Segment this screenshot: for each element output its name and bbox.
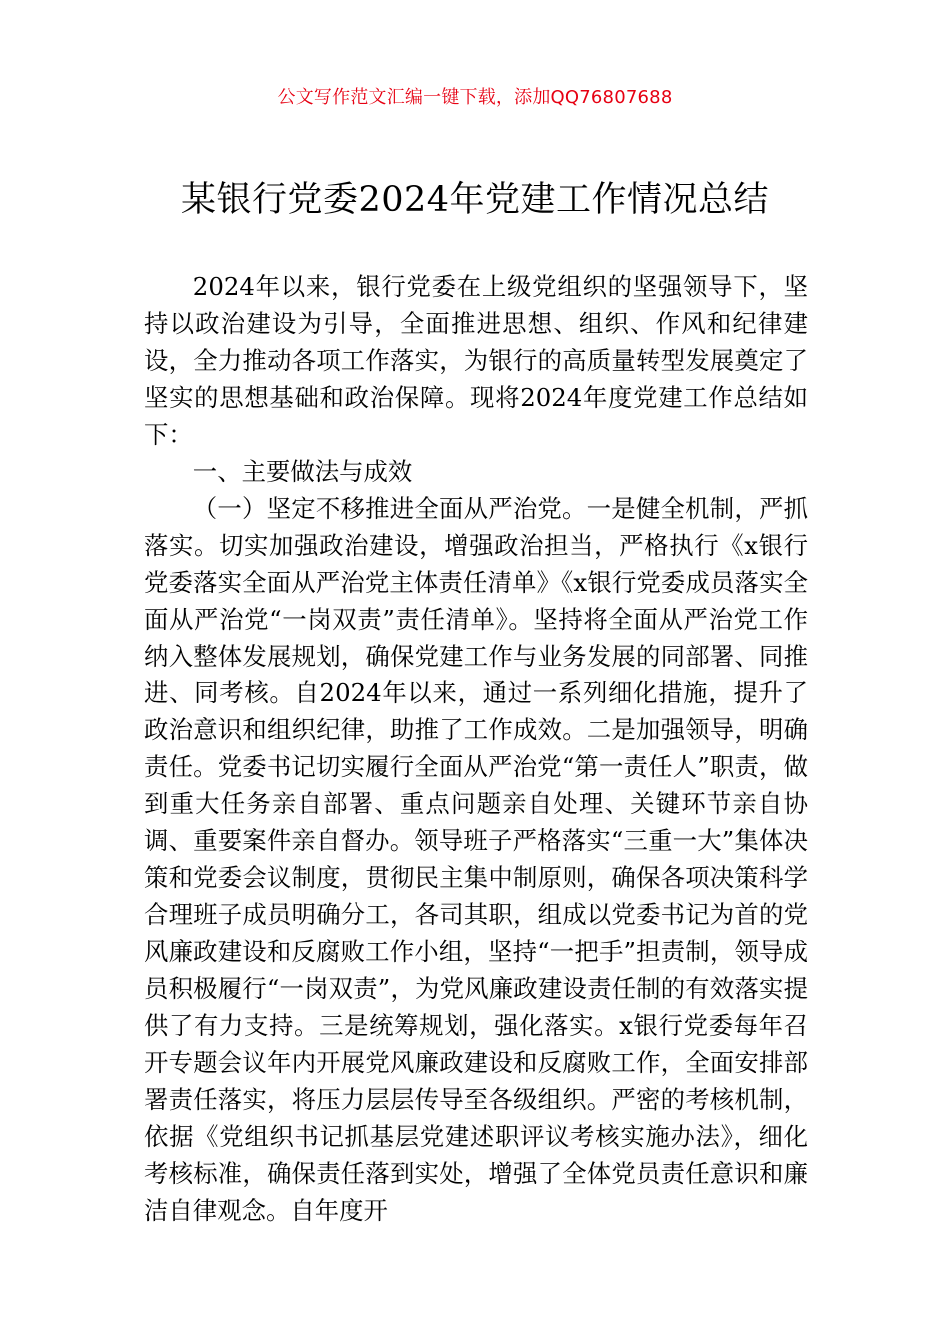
section-heading: 一、主要做法与成效 [192,456,413,486]
intro-paragraph: 2024年以来，银行党委在上级党组织的坚强领导下，坚持以政治建设为引导，全面推进思想、组织、作风和纪律建设，全力推动各项工作落实，为银行的高质量转型发展奠定了坚实的思想基础和政治保障。现将2024年度党建工作总结如下： [144,272,808,449]
header-banner: 公文写作范文汇编一键下载，添加QQ76807688 [277,87,673,108]
document-body [144,269,808,1230]
body-paragraph: （一）坚定不移推进全面从严治党。一是健全机制，严抓落实。切实加强政治建设，增强政治担当，严格执行《x银行党委落实全面从严治党主体责任清单》《x银行党委成员落实全面从严治党“一岗双责”责任清单》。坚持将全面从严治党工作纳入整体发展规划，确保党建工作与业务发展的同部署、同推进、同考核。自2024年以来，通过一系列细化措施，提升了政治意识和组织纪律，助推了工作成效。二是加强领导，明确责任。党委书记切实履行全面从严治党“第一责任人”职责，做到重大任务亲自部署、重点问题亲自处理、关键环节亲自协调、重要案件亲自督办。领导班子严格落实“三重一大”集体决策和党委会议制度，贯彻民主集中制原则，确保各项决策科学合理班子成员明确分工，各司其职，组成以党委书记为首的党风廉政建设和反腐败工作小组，坚持“一把手”担责制，领导成员积极履行“一岗双责”，为党风廉政建设责任制的有效落实提供了有力支持。三是统筹规划，强化落实。x银行党委每年召开专题会议年内开展党风廉政建设和反腐败工作，全面安排部署责任落实，将压力层层传导至各级组织。严密的考核机制，依据《党组织书记抓基层党建述职评议考核实施办法》，细化考核标准，确保责任落到实处，增强了全体党员责任意识和廉洁自律观念。自年度开 [144,493,808,1225]
document-title: 某银行党委2024年党建工作情况总结 [180,180,770,220]
